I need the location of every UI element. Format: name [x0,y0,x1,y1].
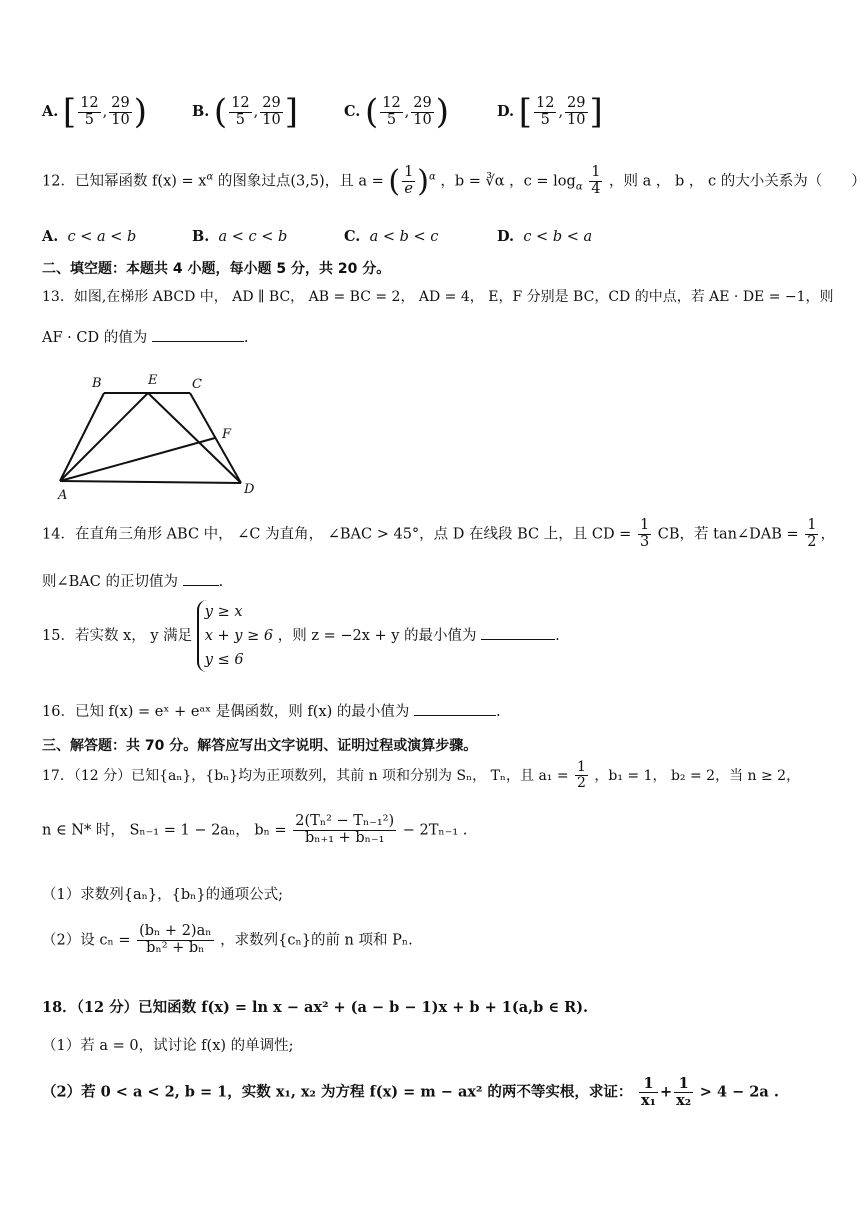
q17-part1: （1）求数列{aₙ}，{bₙ}的通项公式; [42,887,283,903]
q18-part2: （2）若 0 < a < 2, b = 1，实数 x₁, x₂ 为方程 f(x) = m − ax² 的两不等实根，求证： $\frac{1}{\text{x₁}}$ + $\frac{1}{\text{x₂}}$ > 4 − 2a . [42,1075,779,1109]
q13-answer-blank[interactable] [152,341,244,342]
q17-part2: （2）设 cₙ = $\frac{\text{(bₙ + 2)aₙ}}{\text{bₙ² + bₙ}}$ ，求数列{cₙ}的前 n 项和 Pₙ. [42,923,413,956]
label-b: B [92,376,102,391]
q14-answer-blank[interactable] [183,585,219,586]
q11-option-a[interactable]: A. [ $\frac{12}{5}$ , $\frac{29}{10}$ ) [42,92,147,132]
q14-stem: 14．在直角三角形 ABC 中， ∠C 为直角， ∠BAC > 45°，点 D 在线段 BC 上，且 CD = $\frac{1}{3}$ CB，若 tan∠DAB = $\frac{1}{2}$ ， [42,517,835,550]
q13-stem: 13．如图,在梯形 ABCD 中， AD ∥ BC， AB = BC = 2， AD = 4， E，F 分别是 BC，CD 的中点，若 AE · DE = −1，则 [42,289,834,305]
q13-stem-line2: AF · CD 的值为 . [42,330,249,346]
edge-ad [60,481,241,483]
q12-option-b[interactable]: B. a < c < b [192,228,288,245]
q14-stem-line2: 则∠BAC 的正切值为 . [42,574,224,590]
q15-constraint-system: y ≥ x x + y ≥ 6 y ≤ 6 [197,600,273,672]
q15-stem: 15．若实数 x， y 满足 y ≥ x x + y ≥ 6 y ≤ 6 ，则 z = −2x + y 的最小值为 . [42,600,828,672]
label-d: D [244,482,255,497]
q18-stem: 18．（12 分）已知函数 f(x) = ln x − ax² + (a − b − 1)x + b + 1(a,b ∈ R). [42,999,589,1016]
segment-af [60,438,215,481]
q11-option-c[interactable]: C. ( $\frac{12}{5}$ , $\frac{29}{10}$ ) [344,92,449,132]
q17-stem-line2: n ∈ N* 时， Sₙ₋₁ = 1 − 2aₙ， bₙ = $\frac{\text{2(Tₙ² − Tₙ₋₁²)}}{\text{bₙ₊₁ + bₙ₋₁}}$ − 2Tₙ₋₁ . [42,813,468,846]
q12-option-a[interactable]: A. c < a < b [42,228,137,245]
q16-stem: 16．已知 f(x) = eˣ + eᵃˣ 是偶函数，则 f(x) 的最小值为 . [42,704,501,720]
q11-option-d[interactable]: D. [ $\frac{12}{5}$ , $\frac{29}{10}$ ] [497,92,603,132]
q12-options [42,228,828,250]
section-3-heading: 三、解答题：共 70 分。解答应写出文字说明、证明过程或演算步骤。 [42,738,478,754]
q12-stem: 12．已知幂函数 $f(x) = x^\alpha$ 的图象过点(3,5)，且 a = ( $\frac{1}{e}$ )$^\alpha$ ，b = ∛α ，$c = \log_\alpha$ $\frac{1}{4}$ ，则 a ， b ， c 的大小关系为（ ） [42,164,866,199]
edge-ab [60,393,104,481]
q16-answer-blank[interactable] [414,715,496,716]
q11-options [42,92,828,142]
section-2-heading: 二、填空题：本题共 4 小题，每小题 5 分，共 20 分。 [42,261,391,277]
edge-cd [190,393,241,483]
label-a: A [58,488,68,503]
q17-stem: 17．（12 分）已知{aₙ}，{bₙ}均为正项数列，其前 n 项和分别为 Sₙ， Tₙ，且 a₁ = $\frac{1}{2}$ ，b₁ = 1， b₂ = 2，当 n ≥ 2， [42,759,801,792]
q12-option-d[interactable]: D. c < b < a [497,228,593,245]
trapezoid-figure [38,360,268,505]
q18-part1: （1）若 a = 0，试讨论 f(x) 的单调性; [42,1038,294,1054]
label-e: E [148,373,158,388]
q15-answer-blank[interactable] [481,639,555,640]
label-f: F [222,427,232,442]
q11-option-b[interactable]: B. ( $\frac{12}{5}$ , $\frac{29}{10}$ ] [192,92,298,132]
q12-option-c[interactable]: C. a < b < c [344,228,439,245]
label-c: C [192,377,202,392]
